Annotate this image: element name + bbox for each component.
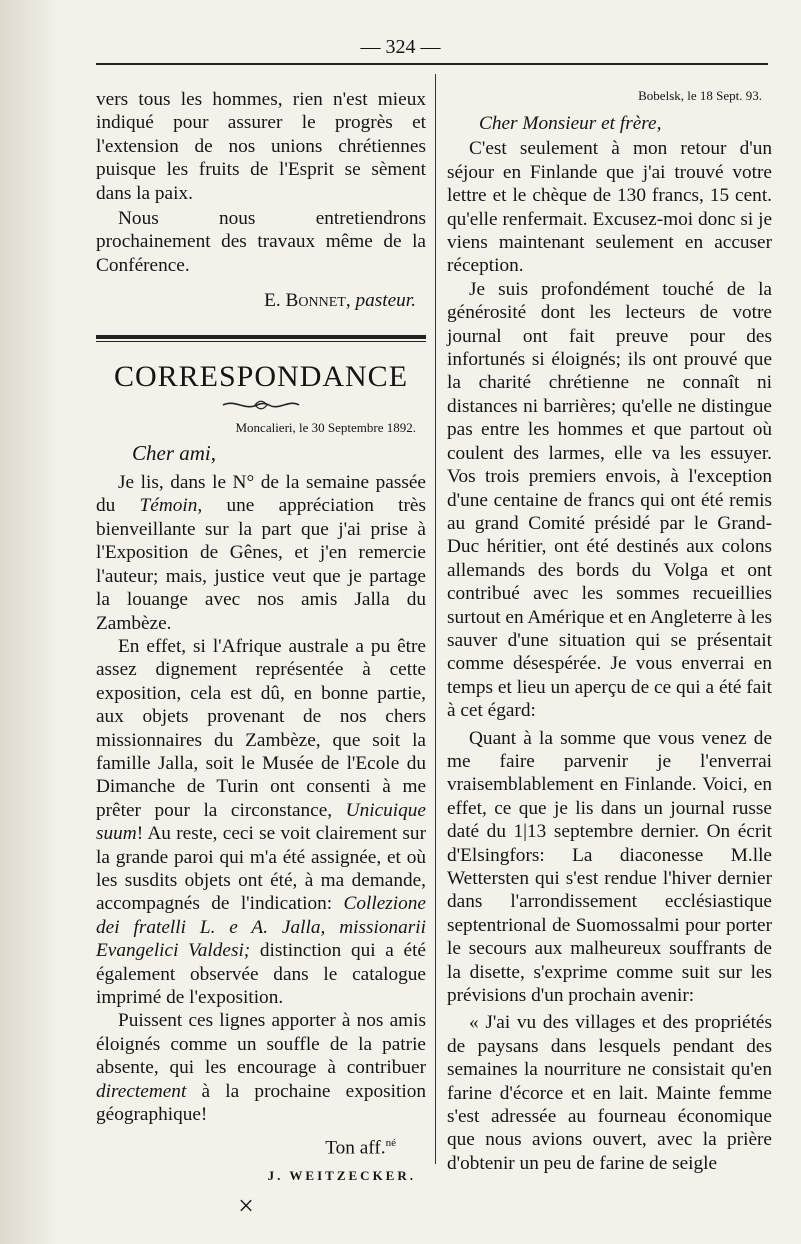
emphasis: directement [96, 1080, 187, 1102]
section-title: CORRESPONDANCE [113, 359, 409, 393]
page-number: — 324 — [360, 36, 441, 58]
cross-mark: × [238, 1190, 254, 1222]
letter-2-paragraph-3: Quant à la somme que vous venez de me faire parvenir je l'enverrai vraisemblablement en Finlande. Voici, en effet, ce que je lis dans un journal russe daté du 1|13 septembre dernier. On écrit d'Elsingfors: La diaconesse M.lle Wettersten qui s'est rendue l'hiver dernier dans l'arrondissement ecclésiastique septentrional de Suomossalmi pour porter le secours aux malheureux souffrants de la disette, s'exprime comme suit sur les prévisions d'un prochain avenir: [447, 727, 772, 1007]
text-run: une appréciation très bienveillante sur la part que j'ai prise à l'Exposition de Gênes, et j'en remercie l'auteur; mais, justice veut que je partage la louange avec nos amis Jalla du Zambèze. [96, 495, 426, 634]
left-paragraph-2: Nous nous entretiendrons prochainement des travaux même de la Conférence. [96, 208, 426, 276]
closing-text: Ton aff. [325, 1137, 386, 1159]
letter-1-paragraph-1 [96, 471, 426, 635]
right-column [447, 88, 772, 1175]
letter-2-paragraph-1: C'est seulement à mon retour d'un séjour en Finlande que j'ai trouvé votre lettre et le chèque de 130 francs, 15 cent. qu'elle renfermait. Excusez-moi donc si je viens maintenant seulement en accuser réception. [447, 138, 772, 277]
letter-2-paragraph-4: « J'ai vu des villages et des propriétés de paysans dans lesquels pendant des semaines la nourriture ne consistait qu'en farine d'écorce et en lait. Mainte femme s'est adressée au fourneau économique que nous avions ouvert, avec la prière d'obtenir un peu de farine de seigle [447, 1012, 772, 1174]
ornament-flourish [221, 398, 301, 412]
signature-name: E. Bonnet [264, 290, 346, 312]
text-run: distinction qui a été également observée dans le catalogue imprimé de l'exposition. [96, 940, 426, 1008]
text-run: Puissent ces lignes apporter à nos amis éloignés comme un souffle de la patrie absente, qui les encourage à contribuer [96, 1010, 426, 1079]
text-run: En effet, si l'Afrique australe a pu être assez dignement représentée à cette exposition, cela est dû, en bonne partie, aux objets provenant de nos chers missionnaires du Zambèze, que soit la famille Jalla, soit le Musée de l'Ecole du Dimanche de Turin ont consenti à me prêter pour la circonstance, [96, 635, 426, 821]
letter-1-paragraph-2 [96, 635, 426, 1010]
letter-1-closing [96, 1132, 396, 1160]
latin-phrase: Unicuique suum [96, 799, 426, 845]
collection-label: Collezione dei fratelli L. e A. Jalla, missionarii Evangelici Valdesi; [96, 893, 426, 962]
letter-1-signature: J. WEITZECKER. [267, 1168, 416, 1184]
text-run: à la prochaine exposition géographique! [96, 1080, 426, 1126]
text-run: ! Au reste, ceci se voit clairement sur la grande paroi qui m'a été assignée, et où les susdits objets ont été, à ma demande, accompagnés de l'indication: [96, 823, 426, 915]
header-rule [96, 63, 768, 65]
signature-title: pasteur. [355, 290, 416, 312]
text-run: Je lis, dans le N° de la semaine passée du [96, 472, 426, 517]
letter-2-dateline: Bobelsk, le 18 Sept. 93. [638, 88, 762, 103]
journal-title: Témoin, [139, 495, 203, 517]
closing-superscript: né [385, 1137, 396, 1150]
section-thick-rule [96, 335, 426, 339]
left-column [96, 88, 426, 1222]
left-paragraph-1: vers tous les hommes, rien n'est mieux indiqué pour assurer le progrès et l'extension de nos unions chrétiennes puisque les fruits de l'Esprit se sèment dans la paix. [96, 89, 426, 204]
page-edge-stain [0, 0, 60, 1244]
section-thin-rule [96, 341, 426, 342]
letter-1-dateline: Moncalieri, le 30 Septembre 1892. [235, 419, 416, 435]
bonnet-signature: E. Bonnet, pasteur. [264, 290, 416, 312]
letter-2-salutation: Cher Monsieur et frère, [479, 113, 662, 134]
letter-1-paragraph-3 [96, 1009, 426, 1126]
letter-1-salutation: Cher ami, [132, 440, 216, 465]
letter-2-paragraph-2: Je suis profondément touché de la générosité dont les lecteurs de votre journal ont fait preuve pour des infortunés si éloignés; ils ont prouvé que la charité chrétienne ne connaît ni distances ni barrières; qu'elle ne distingue pas entre les hommes et que partout où coulent des larmes, elle va les essuyer. Vos trois premiers envois, à l'exception d'une centaine de francs qui ont été remis au grand Comité présidé par le Grand-Duc héritier, ont été destinés aux colons allemands des bords du Volga et ont contribué avec les sommes recueillies surtout en Amérique et en Angleterre à les sauver d'une situation qui se présentait comme désespérée. Je vous enverrai en temps et lieu un aperçu de ce qui a été fait à cet égard: [447, 278, 772, 722]
column-divider [435, 74, 436, 1164]
